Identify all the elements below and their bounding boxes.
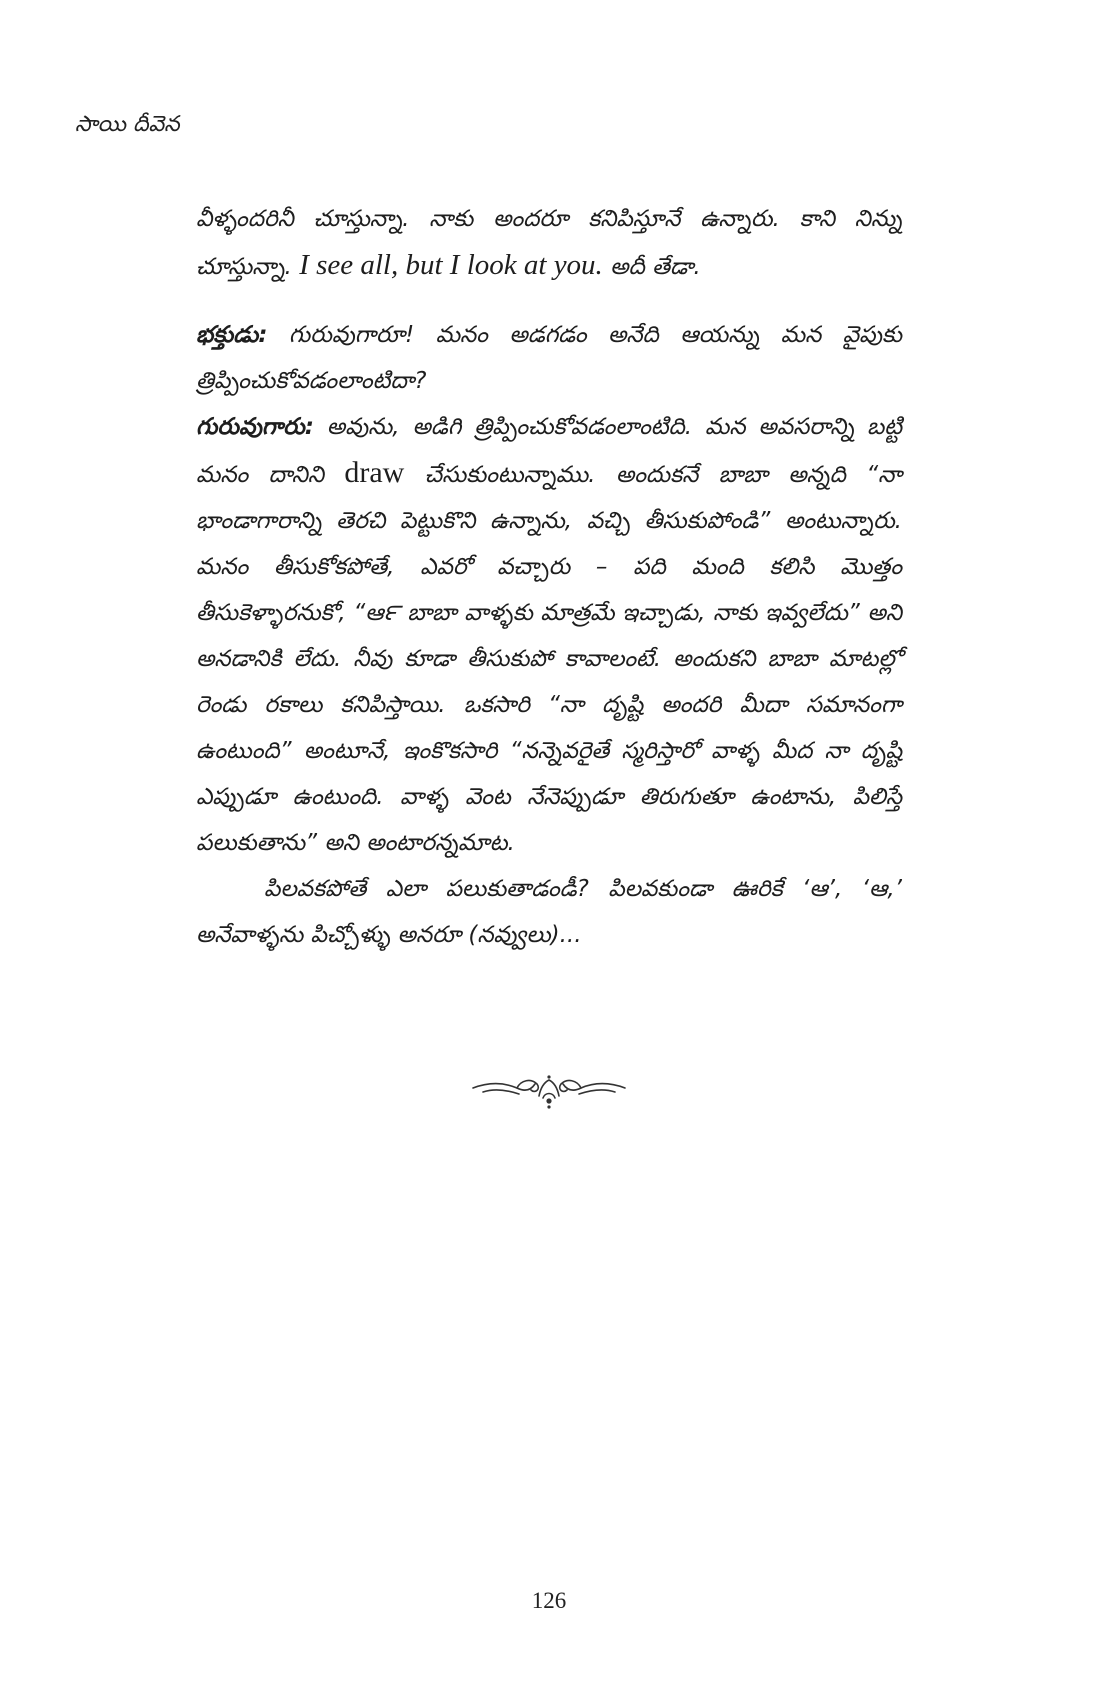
paragraph-3-text-a: అవును, అడిగి త్రిప్పించుకోవడంలాంటిది. మన అవసరాన్ని బట్టి మనం దానిని [196, 414, 902, 488]
page-body [196, 196, 902, 958]
paragraph-3 [196, 404, 902, 866]
paragraph-2-text: గురువుగారూ! మనం అడగడం అనేది ఆయన్ను మన వైపుకు త్రిప్పించుకోవడంలాంటిదా? [196, 322, 902, 394]
paragraph-1 [196, 196, 902, 290]
paragraph-1-english-quote: I see all, but I look at you. [299, 249, 603, 281]
page-number: 126 [531, 1588, 567, 1613]
paragraph-3-english-word: draw [344, 456, 405, 489]
running-head: సాయి దీవెన [75, 112, 180, 137]
speaker-devotee: భక్తుడు: [196, 322, 268, 348]
paragraph-4-text: పిలవకపోతే ఎలా పలుకుతాడండీ? పిలవకుండా ఊరికే ‘ఆ’, ‘ఆ,’ అనేవాళ్ళను పిచ్చోళ్ళు అనరూ (నవ్వులు)... [196, 876, 902, 948]
speaker-guru: గురువుగారు: [196, 414, 314, 440]
floral-divider-icon [469, 1070, 629, 1110]
paragraph-1-text-a: వీళ్ళందరినీ చూస్తున్నా. నాకు అందరూ కనిపిస్తూనే ఉన్నారు. కాని నిన్ను చూస్తున్నా. [196, 206, 902, 280]
paragraph-4 [196, 866, 902, 958]
paragraph-3-text-b: చేసుకుంటున్నాము. అందుకనే బాబా అన్నది “నా భాండాగారాన్ని తెరచి పెట్టుకొని ఉన్నాను, వచ్చి తీసుకుపోండి” అంటున్నారు. మనం తీసుకోకపోతే, ఎవరో వచ్చారు – పది మంది కలిసి మొత్తం తీసుకెళ్ళారనుకో, “ఆ౯ బాబా వాళ్ళకు మాత్రమే ఇచ్చాడు, నాకు ఇవ్వలేదు” అని అనడానికి లేదు. నీవు కూడా తీసుకుపో కావాలంటే. అందుకని బాబా మాటల్లో రెండు రకాలు కనిపిస్తాయి. ఒకసారి “నా దృష్టి అందరి మీదా సమానంగా ఉంటుంది” అంటూనే, ఇంకొకసారి “నన్నెవరైతే స్మరిస్తారో వాళ్ళ మీద నా దృష్టి ఎప్పుడూ ఉంటుంది. వాళ్ళ వెంట నేనెప్పుడూ తిరుగుతూ ఉంటాను, పిలిస్తే పలుకుతాను” అని అంటారన్నమాట. [196, 462, 903, 856]
paragraph-2 [196, 312, 902, 404]
paragraph-1-text-b: అదీ తేడా. [602, 254, 701, 280]
